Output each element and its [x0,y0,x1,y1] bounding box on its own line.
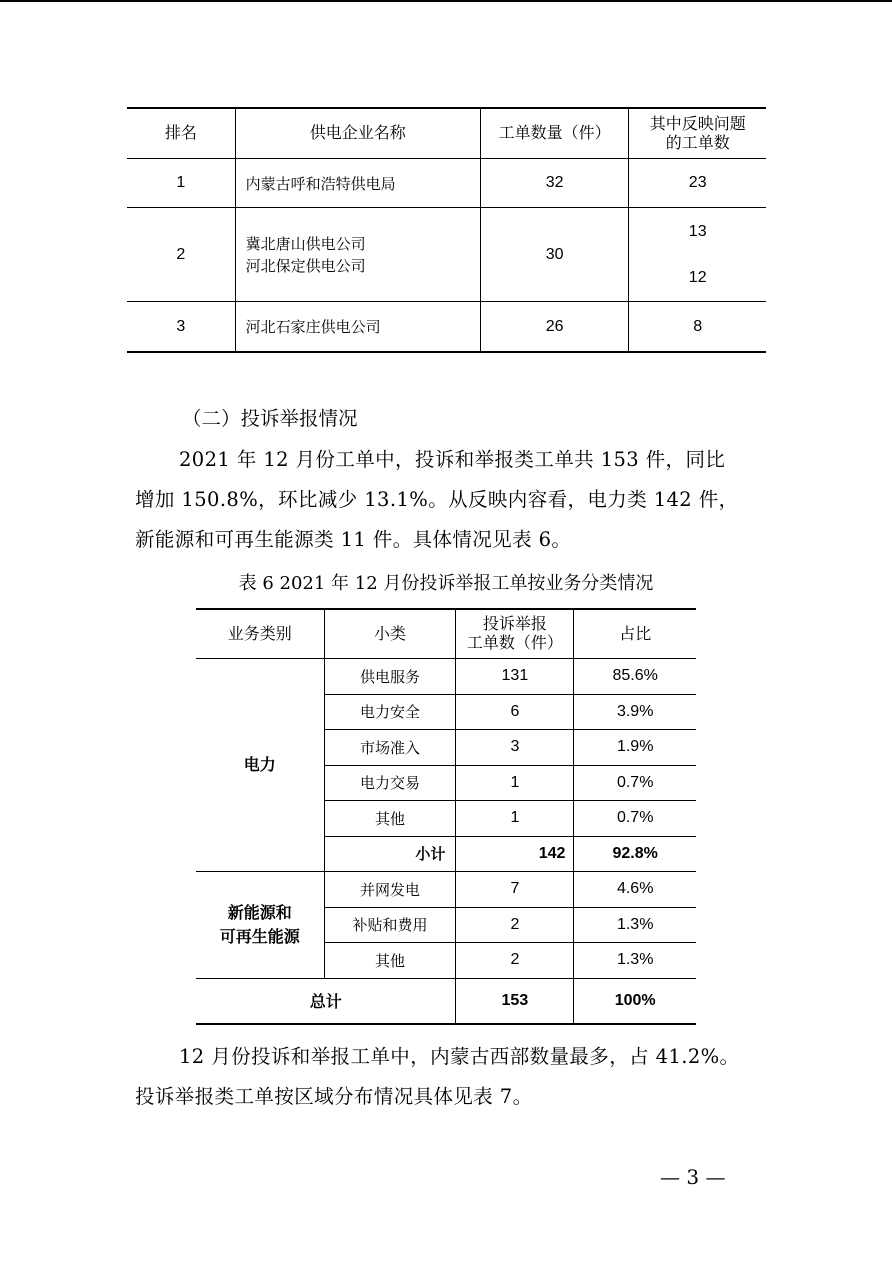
subtotal-label: 小计 [324,836,456,872]
share-cell: 1.3% [574,907,696,943]
share-cell: 0.7% [574,765,696,801]
table-row [196,659,696,695]
header-rank: 排名 [127,108,235,159]
share-cell: 3.9% [574,694,696,730]
count-cell: 2 [456,943,574,979]
subtype-cell: 市场准入 [324,730,456,766]
subtype-cell: 供电服务 [324,659,456,695]
table-row [127,302,766,353]
header-business-type: 业务类别 [196,609,324,659]
company-name: 冀北唐山供电公司 [245,234,366,253]
ranking-table-header [127,108,766,159]
subtype-cell: 并网发电 [324,872,456,908]
header-complaint-count-line1: 投诉举报 [482,616,547,633]
count-cell: 26 [480,302,629,353]
rank-cell: 2 [127,208,235,302]
count-cell: 1 [456,801,574,837]
count-cell: 6 [456,694,574,730]
subtype-cell: 其他 [324,801,456,837]
subtotal-count: 142 [456,836,574,872]
count-cell: 2 [456,907,574,943]
table-row [127,159,766,208]
table-caption: 表 6 2021 年 12 月份投诉举报工单按业务分类情况 [238,573,654,594]
total-count: 153 [456,978,574,1024]
problem-value: 12 [688,268,707,286]
company-name: 河北保定供电公司 [245,256,366,275]
header-problem-count-line2: 的工单数 [665,134,730,152]
share-cell: 0.7% [574,801,696,837]
paragraph-line: 新能源和可再生能源类 11 件。具体情况见表 6。 [135,528,572,551]
paragraph-complaints [135,440,765,560]
header-share: 占比 [574,609,696,659]
paragraph-regional [135,1037,765,1117]
subtype-cell: 电力交易 [324,765,456,801]
section-heading: （二）投诉举报情况 [182,407,358,430]
subtotal-share: 92.8% [574,836,696,872]
problem-cell: 23 [629,159,766,208]
subtype-cell: 电力安全 [324,694,456,730]
header-company: 供电企业名称 [235,108,480,159]
count-cell: 7 [456,872,574,908]
ranking-table [127,107,766,353]
total-label: 总计 [196,978,456,1024]
paragraph-line: 12 月份投诉和举报工单中，内蒙古西部数量最多，占 41.2%。 [179,1045,740,1068]
problem-cell: 8 [629,302,766,353]
company-cell: 内蒙古呼和浩特供电局 [235,159,480,208]
header-problem-count [629,108,766,159]
category-renewable-line1: 新能源和 [227,902,292,922]
page-number: — 3 — [660,1165,726,1189]
paragraph-line: 增加 150.8%，环比减少 13.1%。从反映内容看，电力类 142 件， [135,488,739,511]
count-cell: 32 [480,159,629,208]
count-cell: 131 [456,659,574,695]
header-problem-count-line1: 其中反映问题 [649,115,746,133]
table-row [127,208,766,302]
rank-cell: 1 [127,159,235,208]
count-cell: 30 [480,208,629,302]
table-row [196,872,696,908]
count-cell: 3 [456,730,574,766]
subtype-cell: 补贴和费用 [324,907,456,943]
category-renewable [196,872,324,979]
total-row [196,978,696,1024]
share-cell: 1.9% [574,730,696,766]
page-top-border [0,0,892,2]
subtype-cell: 其他 [324,943,456,979]
business-category-table [196,608,696,1025]
count-cell: 1 [456,765,574,801]
paragraph-line: 投诉举报类工单按区域分布情况具体见表 7。 [135,1085,533,1108]
category-table-header [196,609,696,659]
company-cell: 河北石家庄供电公司 [235,302,480,353]
company-cell [235,208,480,302]
category-renewable-line2: 可再生能源 [219,926,300,946]
header-complaint-count-line2: 工单数（件） [466,635,563,652]
problem-cell [629,208,766,302]
header-order-count: 工单数量（件） [480,108,629,159]
paragraph-line: 2021 年 12 月份工单中，投诉和举报类工单共 153 件，同比 [179,448,726,471]
category-electric: 电力 [196,659,324,872]
header-complaint-count [456,609,574,659]
share-cell: 85.6% [574,659,696,695]
rank-cell: 3 [127,302,235,353]
share-cell: 1.3% [616,951,654,969]
share-cell: 4.6% [574,872,696,908]
header-subtype: 小类 [324,609,456,659]
problem-value: 13 [688,222,707,240]
total-share: 100% [574,978,696,1024]
